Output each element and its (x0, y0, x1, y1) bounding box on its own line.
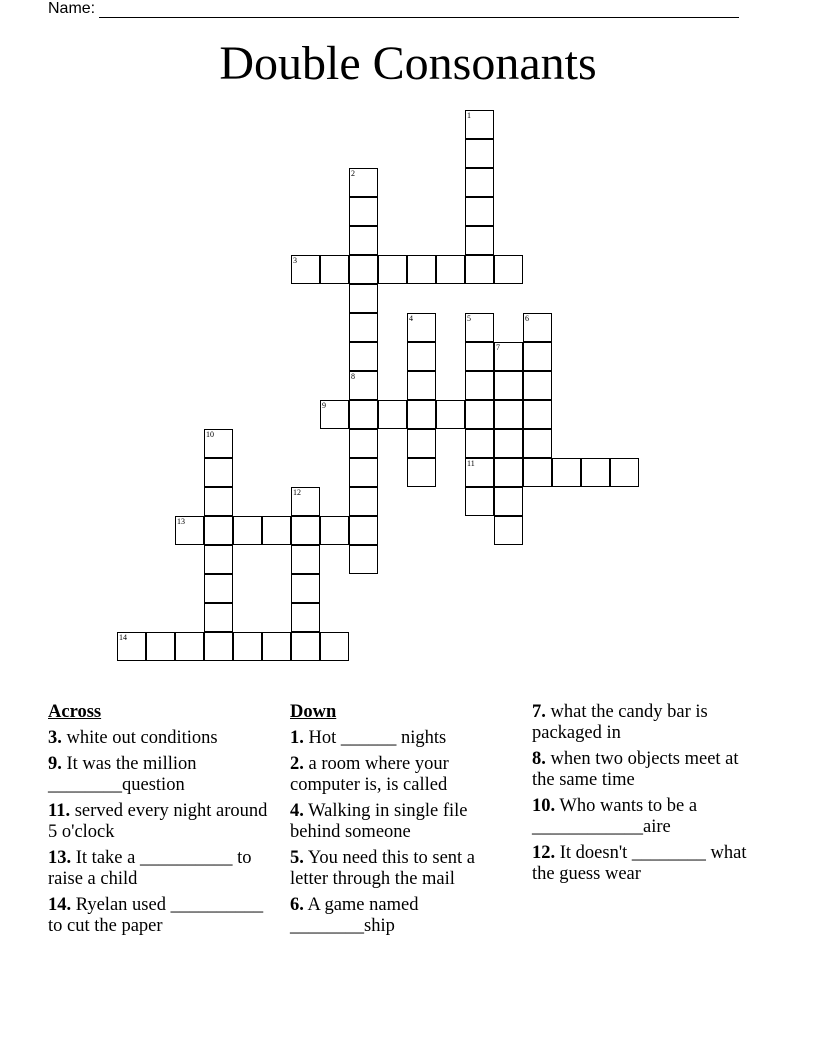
across-clue: 11. served every night around 5 o'clock (48, 801, 268, 842)
grid-cell[interactable] (378, 400, 407, 429)
grid-cell[interactable] (436, 400, 465, 429)
grid-cell[interactable] (465, 197, 494, 226)
grid-cell[interactable] (523, 371, 552, 400)
clue-number-label: 14 (119, 633, 127, 642)
grid-cell[interactable] (320, 400, 349, 429)
clue-number-label: 4 (409, 314, 413, 323)
grid-cell[interactable] (204, 545, 233, 574)
grid-cell[interactable] (262, 632, 291, 661)
clue-number-label: 5 (467, 314, 471, 323)
grid-cell[interactable] (204, 516, 233, 545)
grid-cell[interactable] (262, 516, 291, 545)
grid-cell[interactable] (581, 458, 610, 487)
down-clue: 7. what the candy bar is packaged in (532, 702, 708, 743)
down-clue: 4. Walking in single file behind someone (290, 801, 468, 842)
grid-cell[interactable] (291, 255, 320, 284)
grid-cell[interactable] (465, 168, 494, 197)
down-clue: 2. a room where your computer is, is called (290, 754, 449, 795)
down-clues-continued-column (532, 702, 754, 890)
grid-cell[interactable] (407, 400, 436, 429)
grid-cell[interactable] (465, 400, 494, 429)
grid-cell[interactable] (494, 400, 523, 429)
grid-cell[interactable] (349, 284, 378, 313)
grid-cell[interactable] (204, 458, 233, 487)
grid-cell[interactable] (291, 603, 320, 632)
down-clue: 8. when two objects meet at the same time (532, 749, 739, 790)
across-clue: 9. It was the million ________question (48, 754, 197, 795)
grid-cell[interactable] (349, 516, 378, 545)
grid-cell[interactable] (204, 603, 233, 632)
grid-cell[interactable] (349, 313, 378, 342)
grid-cell[interactable] (349, 400, 378, 429)
grid-cell[interactable] (610, 458, 639, 487)
grid-cell[interactable] (204, 632, 233, 661)
grid-cell[interactable] (175, 516, 204, 545)
clue-number-label: 3 (293, 256, 297, 265)
grid-cell[interactable] (349, 487, 378, 516)
down-clue: 12. It doesn't ________ what the guess wear (532, 843, 747, 884)
grid-cell[interactable] (349, 371, 378, 400)
down-clue: 5. You need this to sent a letter through the mail (290, 848, 476, 889)
grid-cell[interactable] (465, 313, 494, 342)
grid-cell[interactable] (320, 632, 349, 661)
grid-cell[interactable] (407, 342, 436, 371)
grid-cell[interactable] (291, 574, 320, 603)
clue-number-label: 13 (177, 517, 185, 526)
clue-number-label: 12 (293, 488, 301, 497)
grid-cell[interactable] (117, 632, 146, 661)
grid-cell[interactable] (523, 400, 552, 429)
grid-cell[interactable] (523, 342, 552, 371)
grid-cell[interactable] (233, 516, 262, 545)
down-clue: 1. Hot ______ nights (290, 728, 447, 748)
grid-cell[interactable] (349, 168, 378, 197)
grid-cell[interactable] (494, 458, 523, 487)
grid-cell[interactable] (175, 632, 204, 661)
grid-cell[interactable] (349, 545, 378, 574)
grid-cell[interactable] (407, 255, 436, 284)
across-heading: Across (48, 702, 102, 722)
across-clue: 14. Ryelan used __________ to cut the paper (48, 895, 264, 936)
grid-cell[interactable] (349, 429, 378, 458)
clue-number-label: 11 (467, 459, 475, 468)
grid-cell[interactable] (291, 632, 320, 661)
grid-cell[interactable] (465, 487, 494, 516)
grid-cell[interactable] (436, 255, 465, 284)
grid-cell[interactable] (204, 487, 233, 516)
grid-cell[interactable] (146, 632, 175, 661)
down-clue: 6. A game named ________ship (290, 895, 419, 936)
page-title: Double Consonants (219, 37, 597, 90)
grid-cell[interactable] (465, 342, 494, 371)
grid-cell[interactable] (523, 313, 552, 342)
grid-cell[interactable] (204, 429, 233, 458)
across-clues-column (48, 702, 270, 942)
grid-cell[interactable] (349, 458, 378, 487)
clue-number-label: 7 (496, 343, 500, 352)
grid-cell[interactable] (233, 632, 262, 661)
grid-cell[interactable] (291, 487, 320, 516)
name-label: Name: (48, 0, 96, 17)
grid-cell[interactable] (465, 110, 494, 139)
grid-cell[interactable] (407, 458, 436, 487)
grid-cell[interactable] (407, 313, 436, 342)
grid-cell[interactable] (523, 429, 552, 458)
grid-cell[interactable] (320, 516, 349, 545)
grid-cell[interactable] (407, 429, 436, 458)
grid-cell[interactable] (494, 255, 523, 284)
across-clue: 13. It take a __________ to raise a child (48, 848, 252, 889)
clue-number-label: 6 (525, 314, 529, 323)
grid-cell[interactable] (465, 429, 494, 458)
grid-cell[interactable] (378, 255, 407, 284)
across-clue: 3. white out conditions (48, 728, 218, 748)
down-clues-column (290, 702, 512, 942)
grid-cell[interactable] (407, 371, 436, 400)
grid-cell[interactable] (465, 139, 494, 168)
grid-cell[interactable] (320, 255, 349, 284)
grid-cell[interactable] (349, 226, 378, 255)
grid-cell[interactable] (349, 197, 378, 226)
grid-cell[interactable] (552, 458, 581, 487)
grid-cell[interactable] (494, 487, 523, 516)
grid-cell[interactable] (465, 458, 494, 487)
clue-number-label: 8 (351, 372, 355, 381)
grid-cell[interactable] (349, 255, 378, 284)
grid-cell[interactable] (349, 342, 378, 371)
clue-number-label: 9 (322, 401, 326, 410)
grid-cell[interactable] (291, 545, 320, 574)
clue-number-label: 10 (206, 430, 214, 439)
grid-cell[interactable] (465, 226, 494, 255)
down-clue: 10. Who wants to be a ____________aire (532, 796, 698, 837)
grid-cell[interactable] (465, 255, 494, 284)
grid-cell[interactable] (494, 342, 523, 371)
grid-cell[interactable] (204, 574, 233, 603)
grid-cell[interactable] (465, 371, 494, 400)
grid-cell[interactable] (494, 516, 523, 545)
grid-cell[interactable] (523, 458, 552, 487)
down-heading: Down (290, 702, 337, 722)
clue-number-label: 1 (467, 111, 471, 120)
grid-cell[interactable] (291, 516, 320, 545)
clue-number-label: 2 (351, 169, 355, 178)
grid-cell[interactable] (494, 371, 523, 400)
grid-cell[interactable] (494, 429, 523, 458)
